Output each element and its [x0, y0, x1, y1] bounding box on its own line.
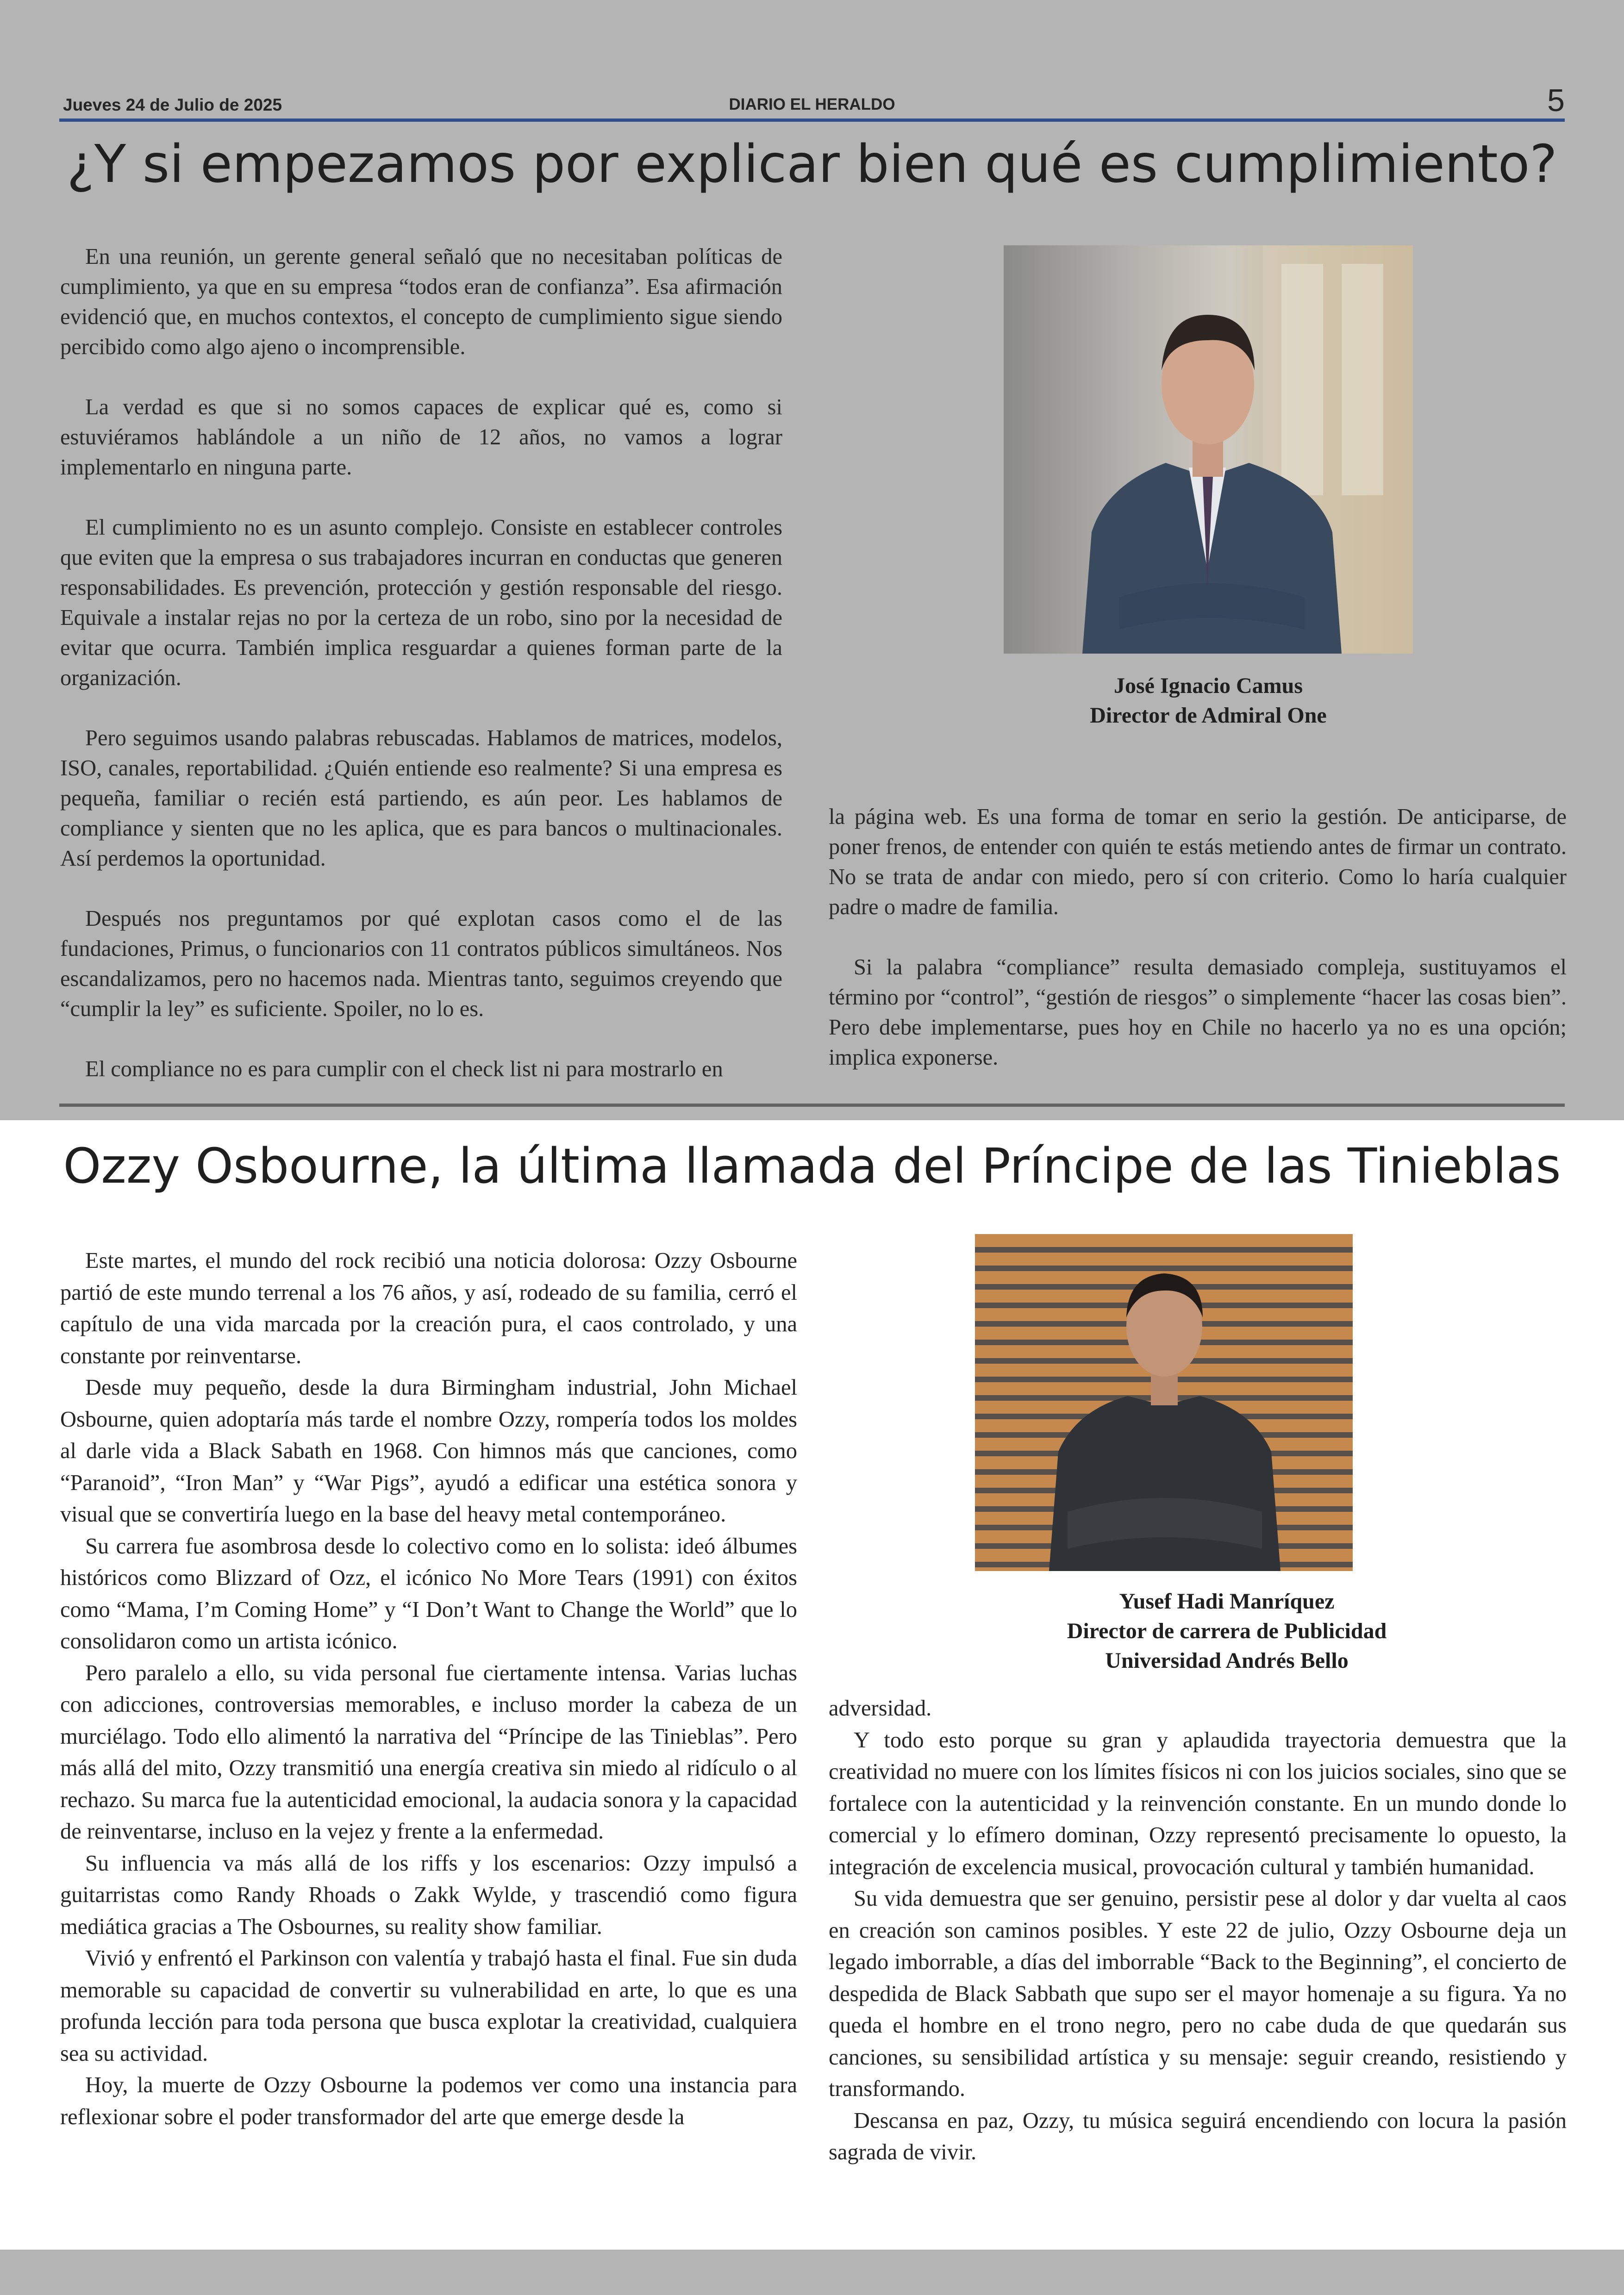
paragraph: Su vida demuestra que ser genuino, persistir pese al dolor y dar vuelta al caos en creación son caminos posibles. Y este 22 de julio, Ozzy Osbourne deja un legado imborrable, a días del imborrable “Back to the Beginning”, el concierto de despedida de Black Sabbath que supo ser el mayor homenaje a su figura. Ya no queda el hombre en el trono negro, pero no cabe duda de que quedarán sus canciones, su sensibilidad artística y su mensaje: seguir creando, resistiendo y transformando. [829, 1886, 1567, 2101]
header-rule [59, 118, 1565, 122]
paragraph: Vivió y enfrentó el Parkinson con valentía y trabajó hasta el final. Fue sin duda memorable su capacidad de convertir su vulnerabilidad en arte, lo que es una profunda lección para toda persona que busca explotar la creatividad, cualquiera sea su actividad. [60, 1946, 797, 2066]
author-role: Director de Admiral One [1090, 703, 1327, 728]
paragraph: El compliance no es para cumplir con el check list ni para mostrarlo en [85, 1057, 723, 1081]
paragraph: Y todo esto porque su gran y aplaudida trayectoria demuestra que la creatividad no muere con los límites físicos ni con los juicios sociales, sino que se fortalece con la autenticidad y la reinvención constante. En un mundo donde lo comercial y lo efímero dominan, Ozzy representó precisamente lo opuesto, la integración de excelencia musical, provocación cultural y también humanidad. [829, 1727, 1567, 1879]
author-photo-camus [1004, 245, 1413, 654]
paragraph: Hoy, la muerte de Ozzy Osbourne la podemos ver como una instancia para reflexionar sobre el poder transformador del arte que emerge desde la [60, 2073, 797, 2129]
author-name: José Ignacio Camus [1113, 674, 1303, 698]
paragraph: En una reunión, un gerente general señaló que no necesitaban políticas de cumplimiento, ya que en su empresa “todos eran de confianza”. Esa afirmación evidenció que, en muchos contextos, el concepto de cumplimiento sigue siendo percibido como algo ajeno o incomprensible. [60, 244, 782, 359]
paragraph: Pero paralelo a ello, su vida personal fue ciertamente intensa. Varias luchas con adicciones, controversias memorables, e incluso morder la cabeza de un murciélago. Todo ello alimentó la narrativa del “Príncipe de las Tinieblas”. Pero más allá del mito, Ozzy transmitió una energía creativa sin miedo al ridículo o al rechazo. Su marca fue la autenticidad emocional, la audacia sonora y la capacidad de reinventarse, incluso en la vejez y frente a la enfermedad. [60, 1660, 797, 1844]
portrait-illustration [975, 1234, 1353, 1571]
article-1-headline: ¿Y si empezamos por explicar bien qué es cumplimiento? [67, 134, 1557, 194]
author-caption-camus [926, 671, 1491, 730]
paragraph: El cumplimiento no es un asunto complejo. Consiste en establecer controles que eviten que la empresa o sus trabajadores incurran en conductas que generen responsabilidades. Es prevención, protección y gestión responsable del riesgo. Equivale a instalar rejas no por la certeza de un robo, sino por la necesidad de evitar que ocurra. También implica resguardar a quienes forman parte de la organización. [60, 515, 782, 690]
page-number: 5 [1547, 83, 1565, 118]
article-2-right-column [829, 1693, 1567, 2169]
paragraph: Descansa en paz, Ozzy, tu música seguirá encendiendo con locura la pasión sagrada de vivir. [829, 2108, 1567, 2164]
article-2-left-column [60, 1245, 797, 2133]
paragraph: Su influencia va más allá de los riffs y los escenarios: Ozzy impulsó a guitarristas como Randy Rhoads o Zakk Wylde, y trascendió como figura mediática gracias a The Osbournes, su reality show familiar. [60, 1851, 797, 1939]
author-caption-hadi [921, 1587, 1532, 1676]
article-2-headline: Ozzy Osbourne, la última llamada del Príncipe de las Tinieblas [63, 1138, 1561, 1194]
author-role: Director de carrera de Publicidad [1067, 1619, 1387, 1643]
paragraph: Pero seguimos usando palabras rebuscadas. Hablamos de matrices, modelos, ISO, canales, reportabilidad. ¿Quién entiende eso realmente? Si una empresa es pequeña, familiar o recién está partiendo, es aún peor. Les hablamos de compliance y sienten que no les aplica, que es para bancos o multinacionales. Así perdemos la oportunidad. [60, 726, 782, 871]
issue-date: Jueves 24 de Julio de 2025 [63, 95, 282, 114]
portrait-illustration [1004, 245, 1413, 654]
paragraph: Después nos preguntamos por qué explotan casos como el de las fundaciones, Primus, o funcionarios con 11 contratos públicos simultáneos. Nos escandalizamos, pero no hacemos nada. Mientras tanto, seguimos creyendo que “cumplir la ley” es suficiente. Spoiler, no lo es. [60, 906, 782, 1021]
author-photo-hadi [975, 1234, 1353, 1571]
page-footer-band [0, 2250, 1624, 2295]
paragraph: la página web. Es una forma de tomar en serio la gestión. De anticiparse, de poner frenos, de entender con quién te estás metiendo antes de firmar un contrato. No se trata de andar con miedo, pero sí con criterio. Como lo haría cualquier padre o madre de familia. [829, 804, 1567, 919]
section-divider [59, 1104, 1565, 1107]
article-1-right-column [829, 802, 1567, 1103]
author-organization: Universidad Andrés Bello [1105, 1648, 1349, 1673]
author-name: Yusef Hadi Manríquez [1119, 1589, 1335, 1614]
paragraph: Desde muy pequeño, desde la dura Birmingham industrial, John Michael Osbourne, quien adoptaría más tarde el nombre Ozzy, rompería todos los moldes al darle vida a Black Sabath en 1968. Con himnos más que canciones, como “Paranoid”, “Iron Man” y “War Pigs”, ayudó a edificar una estética sonora y visual que se convertiría luego en la base del heavy metal contemporáneo. [60, 1375, 797, 1527]
paragraph: La verdad es que si no somos capaces de explicar qué es, como si estuviéramos hablándole a un niño de 12 años, no vamos a lograr implementarlo en ninguna parte. [60, 395, 782, 480]
paragraph: Este martes, el mundo del rock recibió una noticia dolorosa: Ozzy Osbourne partió de este mundo terrenal a los 76 años, y así, rodeado de su familia, cerró el capítulo de una vida marcada por la creación pura, el caos controlado, y una constante por reinventarse. [60, 1248, 797, 1368]
paragraph: Su carrera fue asombrosa desde lo colectivo como en lo solista: ideó álbumes históricos como Blizzard of Ozz, el icónico No More Tears (1991) con éxitos como “Mama, I’m Coming Home” y “I Don’t Want to Change the World” que lo consolidaron como un artista icónico. [60, 1534, 797, 1653]
paragraph: adversidad. [829, 1696, 932, 1721]
newspaper-name: DIARIO EL HERALDO [729, 95, 895, 113]
paragraph: Si la palabra “compliance” resulta demasiado compleja, sustituyamos el término por “control”, “gestión de riesgos” o simplemente “hacer las cosas bien”. Pero debe implementarse, pues hoy en Chile no hacerlo ya no es una opción; implica exponerse. [829, 955, 1567, 1070]
article-1-left-column [60, 242, 782, 1114]
